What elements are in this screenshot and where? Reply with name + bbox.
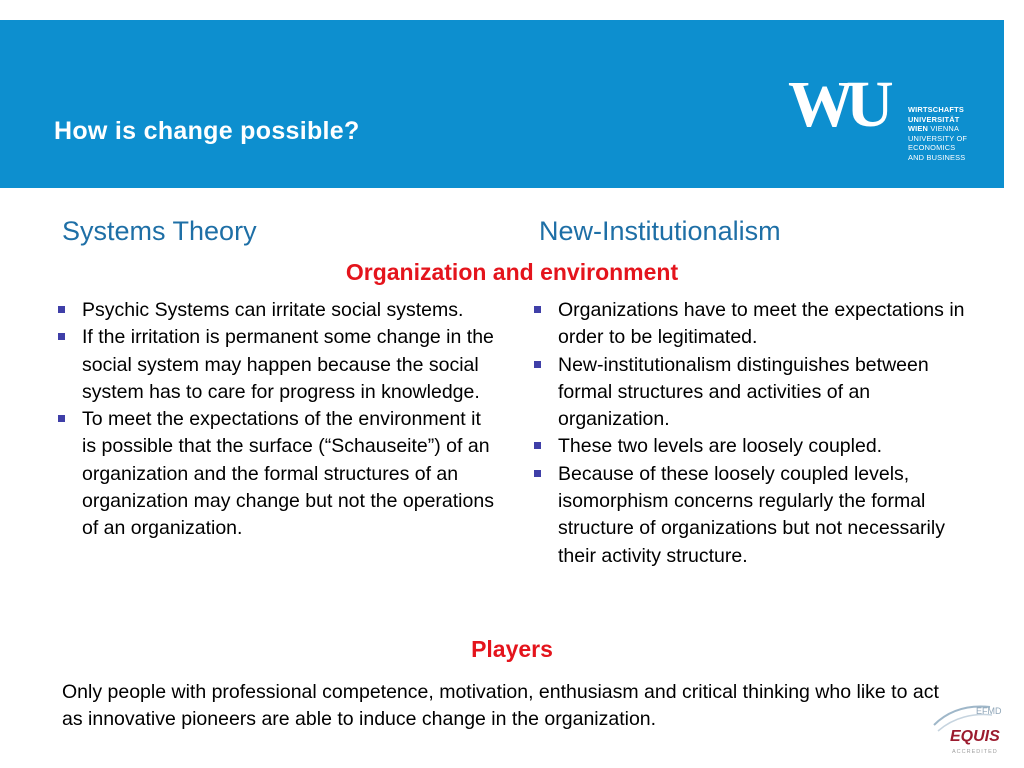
bullet-marker — [534, 470, 541, 477]
equis-accredited-text: ACCREDITED — [952, 749, 998, 755]
bullet-marker — [534, 442, 541, 449]
left-column-heading: Systems Theory — [62, 216, 257, 246]
bullet-marker — [58, 333, 65, 340]
header-banner — [0, 20, 1004, 188]
bullet-marker — [58, 415, 65, 422]
wu-logo-letters: WU — [788, 70, 886, 140]
list-item: These two levels are loosely coupled. — [532, 433, 978, 460]
equis-main-text: EQUIS — [950, 728, 1000, 745]
list-item: Because of these loosely coupled levels, isomorphism concerns regularly the formal structure of organizations but not necessarily their activity structure. — [532, 461, 978, 570]
list-item: Psychic Systems can irritate social systems. — [56, 297, 500, 324]
equis-accreditation-logo — [930, 695, 1020, 757]
section-heading: Organization and environment — [345, 259, 679, 285]
list-item: If the irritation is permanent some change in the social system may happen because the social system has to care for progress in knowledge. — [56, 324, 500, 406]
wu-logo-text: WIRTSCHAFTS UNIVERSITÄT WIEN VIENNA UNIVERSITY OF ECONOMICS AND BUSINESS — [908, 105, 968, 162]
equis-efmd-text: EFMD — [976, 706, 1002, 716]
wu-logo-mark — [788, 70, 908, 140]
bullet-marker — [534, 306, 541, 313]
players-heading: Players — [471, 636, 553, 662]
bullet-marker — [534, 361, 541, 368]
conclusion-text: Only people with professional competence, motivation, enthusiasm and critical thinking who like to act as innovative pioneers are able to induce change in the organization. — [62, 681, 939, 730]
left-bullet-list — [56, 297, 500, 543]
slide-title: How is change possible? — [54, 117, 360, 145]
list-item: Organizations have to meet the expectations in order to be legitimated. — [532, 297, 978, 352]
bullet-marker — [58, 306, 65, 313]
right-column-heading: New-Institutionalism — [539, 216, 781, 246]
right-bullet-list — [532, 297, 978, 570]
wu-logo — [788, 70, 988, 170]
list-item: To meet the expectations of the environment it is possible that the surface (“Schauseite”) of an organization and the formal structures of an organization may change but not the operations of an organization. — [56, 406, 500, 542]
list-item: New-institutionalism distinguishes between formal structures and activities of an organization. — [532, 352, 978, 434]
